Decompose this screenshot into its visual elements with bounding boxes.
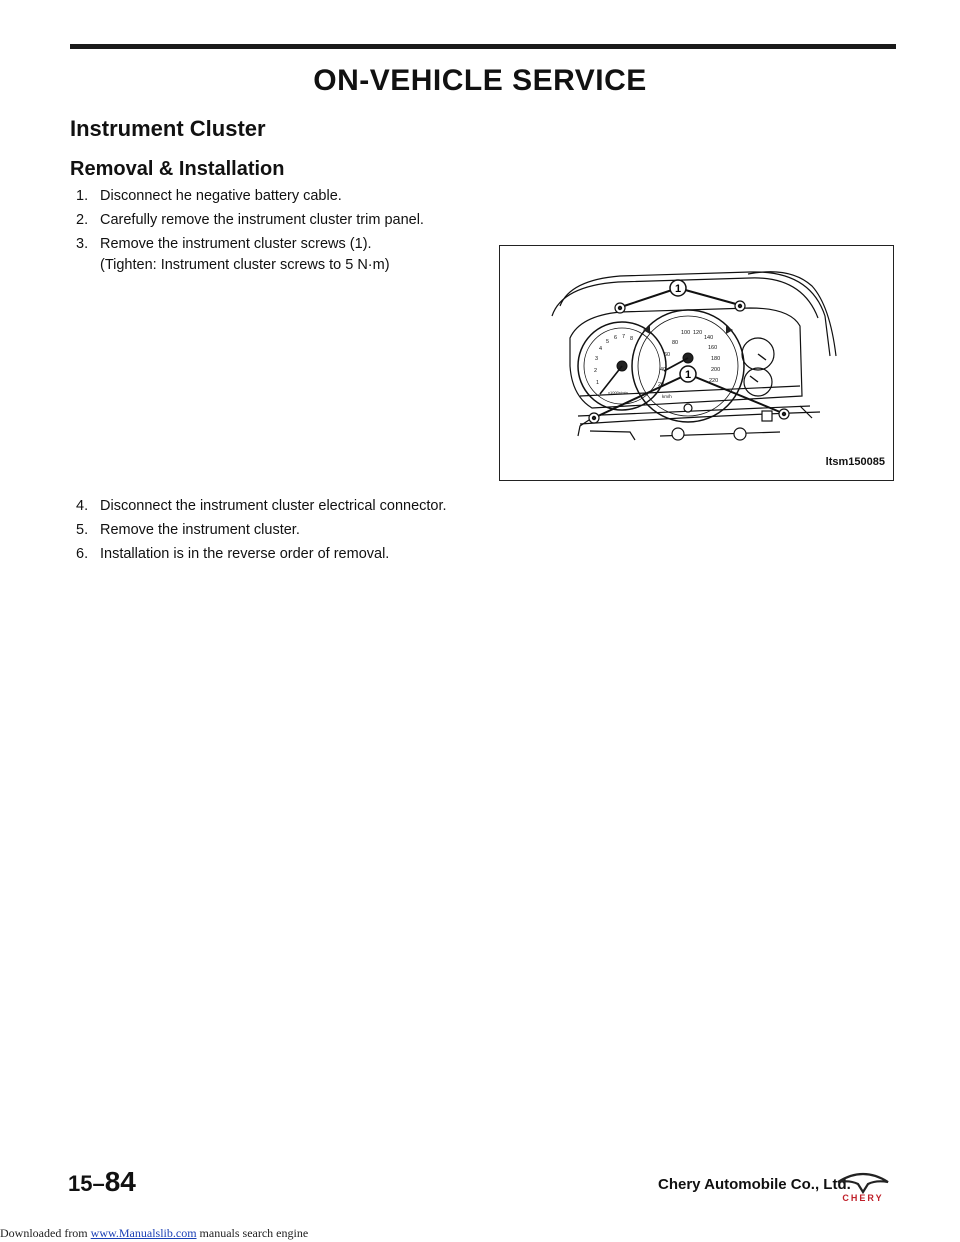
step-6 xyxy=(76,544,516,565)
step-4 xyxy=(76,496,516,517)
manualslib-link[interactable]: www.Manualslib.com xyxy=(90,1226,197,1240)
step-text: Disconnect the instrument cluster electrical connector. xyxy=(100,498,447,514)
speedo-tick: 100 xyxy=(681,330,691,336)
speedo-tick: 160 xyxy=(708,345,718,351)
step-number: 1. xyxy=(76,188,89,204)
download-note xyxy=(0,1226,308,1241)
step-2 xyxy=(76,210,496,231)
section-title: Instrument Cluster xyxy=(70,116,266,141)
procedure-steps-part-1 xyxy=(76,186,496,276)
torque-note: (Tighten: Instrument cluster screws to 5 N·m) xyxy=(100,257,390,273)
step-number: 4. xyxy=(76,498,89,514)
page-number-value: 84 xyxy=(104,1166,136,1197)
step-number: 5. xyxy=(76,522,89,538)
page-title: ON-VEHICLE SERVICE xyxy=(313,64,647,97)
company-name: Chery Automobile Co., Ltd. xyxy=(658,1176,851,1193)
page-number xyxy=(68,1166,136,1198)
download-note-prefix: Downloaded from xyxy=(0,1226,91,1240)
instrument-cluster-illustration xyxy=(500,246,895,482)
step-number: 3. xyxy=(76,236,89,252)
speedo-tick: 180 xyxy=(711,356,721,362)
speedo-tick: 80 xyxy=(672,340,679,346)
procedure-steps-part-2 xyxy=(76,496,516,568)
callout-label-bottom: 1 xyxy=(684,369,692,381)
tach-tick: 3 xyxy=(595,356,599,362)
tach-tick: 8 xyxy=(630,336,634,342)
tach-tick: 6 xyxy=(614,335,618,341)
tach-unit-label: x1000r/min xyxy=(608,390,628,395)
figure-id: ltsm150085 xyxy=(825,456,885,468)
tach-tick: 5 xyxy=(606,339,610,345)
step-text: Installation is in the reverse order of removal. xyxy=(100,546,390,562)
speed-unit-label: km/h xyxy=(662,394,672,399)
tach-tick: 2 xyxy=(594,368,598,374)
step-text: Remove the instrument cluster screws (1). xyxy=(100,236,372,252)
step-text: Remove the instrument cluster. xyxy=(100,522,300,538)
step-5 xyxy=(76,520,516,541)
step-1 xyxy=(76,186,496,207)
chapter-number: 15– xyxy=(68,1171,105,1196)
speedo-tick: 40 xyxy=(660,367,667,373)
subsection-title: Removal & Installation xyxy=(70,158,285,180)
speedo-tick: 60 xyxy=(664,352,671,358)
step-text: Disconnect he negative battery cable. xyxy=(100,188,342,204)
speedo-tick: 220 xyxy=(709,378,719,384)
tach-tick: 1 xyxy=(596,380,600,386)
instrument-cluster-figure xyxy=(499,245,894,481)
tach-tick: 7 xyxy=(622,334,626,340)
speedo-tick: 120 xyxy=(693,330,703,336)
tach-tick: 4 xyxy=(599,346,603,352)
logo-wordmark: CHERY xyxy=(842,1193,884,1203)
step-3 xyxy=(76,234,496,255)
download-note-suffix: manuals search engine xyxy=(196,1226,309,1240)
step-number: 2. xyxy=(76,212,89,228)
speedo-tick: 200 xyxy=(711,367,721,373)
step-number: 6. xyxy=(76,546,89,562)
chery-logo-icon xyxy=(832,1168,894,1204)
step-text: Carefully remove the instrument cluster trim panel. xyxy=(100,212,424,228)
speedo-tick: 140 xyxy=(704,335,714,341)
speedo-tick: 20 xyxy=(658,382,665,388)
callout-label-top: 1 xyxy=(674,283,682,295)
top-rule xyxy=(70,44,896,49)
